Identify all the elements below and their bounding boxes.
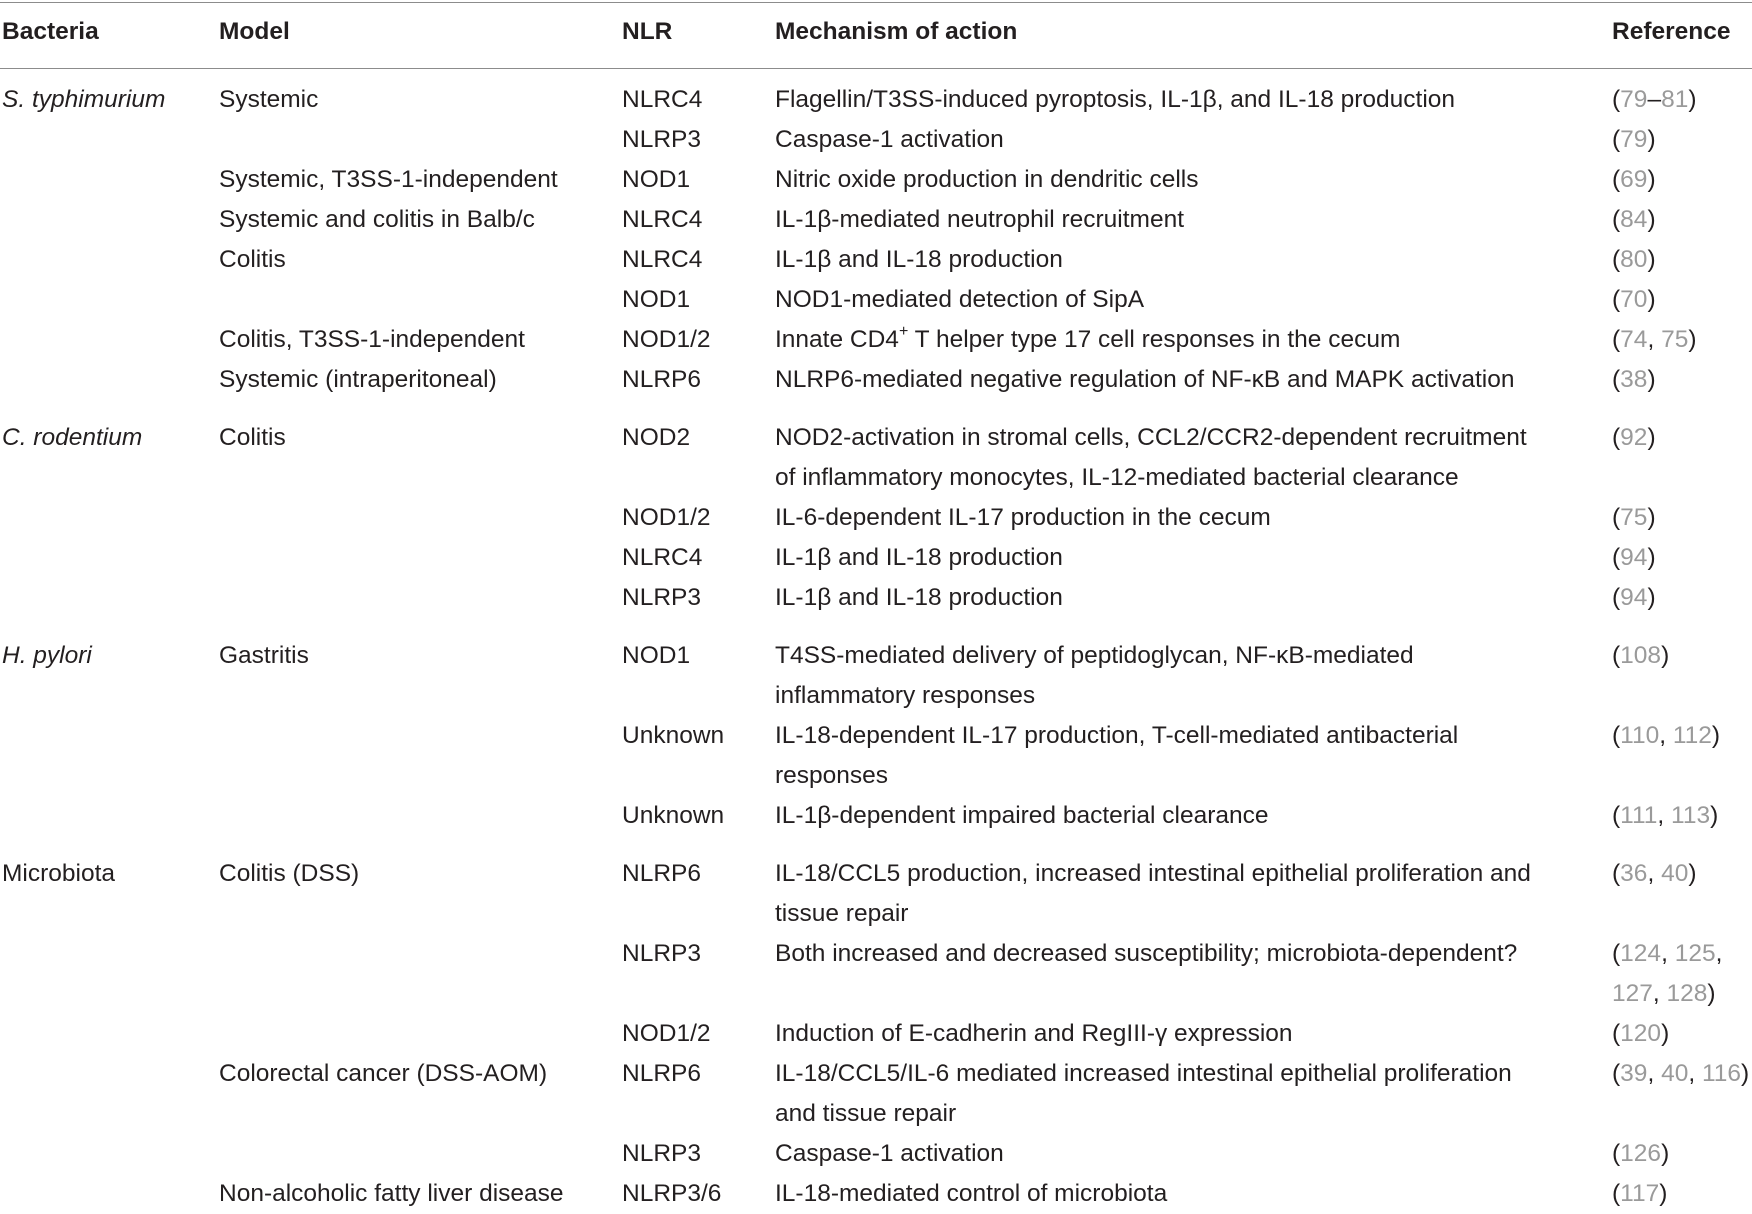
model-cell: Colorectal cancer (DSS-AOM) (219, 1060, 548, 1087)
table-row (0, 934, 1752, 1007)
model-cell: Colitis (219, 424, 286, 451)
reference-cell: (117) (1612, 1180, 1668, 1207)
mechanism-cell (775, 498, 1271, 538)
mechanism-cell (775, 120, 1004, 160)
model-cell: Systemic, T3SS-1-independent (219, 166, 558, 193)
nlr-cell: NLRP6 (622, 1060, 701, 1087)
bacteria-cell: H. pylori (2, 642, 92, 669)
model-cell: Non-alcoholic fatty liver disease (219, 1180, 564, 1207)
reference-number: 75 (1620, 504, 1648, 531)
reference-number: 36 (1620, 860, 1648, 887)
table-row (0, 538, 1752, 578)
mechanism-text-line2: tissue repair (775, 900, 909, 927)
mechanism-cell (775, 418, 1527, 458)
table-row (0, 1054, 1752, 1127)
table-row (0, 320, 1752, 360)
reference-cell: (94) (1612, 544, 1656, 571)
nlr-cell: NOD2 (622, 424, 691, 451)
reference-number: 120 (1620, 1020, 1662, 1047)
mechanism-cell (775, 636, 1414, 676)
mechanism-text: IL-6-dependent IL-17 production in the cecum (775, 504, 1271, 531)
table-row (0, 854, 1752, 927)
reference-number: 81 (1661, 86, 1689, 113)
nlr-cell: NLRP6 (622, 860, 701, 887)
mechanism-text: Both increased and decreased susceptibility; microbiota-dependent? (775, 940, 1518, 967)
reference-number: 111 (1620, 802, 1658, 829)
mechanism-text-line2: inflammatory responses (775, 682, 1036, 709)
nlr-cell: Unknown (622, 802, 725, 829)
mechanism-cell (775, 578, 1063, 618)
nlr-cell: NLRC4 (622, 86, 703, 113)
reference-number: 125 (1674, 940, 1716, 967)
nlr-cell: NLRC4 (622, 206, 703, 233)
mechanism-text: Caspase-1 activation (775, 1140, 1004, 1167)
reference-number: 75 (1661, 326, 1689, 353)
table-row (0, 160, 1752, 200)
table-row (0, 578, 1752, 618)
table-row (0, 418, 1752, 491)
reference-cell: (69) (1612, 166, 1656, 193)
table-row (0, 80, 1752, 120)
reference-cell: (75) (1612, 504, 1656, 531)
reference-cell: (94) (1612, 584, 1656, 611)
mechanism-cell (775, 160, 1199, 200)
header-bacteria: Bacteria (2, 18, 99, 45)
reference-number: 79 (1620, 126, 1648, 153)
nlr-cell: NLRP6 (622, 366, 701, 393)
reference-cell: (80) (1612, 246, 1656, 273)
reference-cell: (70) (1612, 286, 1656, 313)
mechanism-text: Innate CD4 (775, 326, 899, 353)
nlr-cell: NLRP3 (622, 940, 701, 967)
mechanism-cell (775, 320, 1400, 360)
reference-number: 92 (1620, 424, 1648, 451)
reference-cell: (39, 40, 116) (1612, 1060, 1750, 1087)
mechanism-text: IL-1β-mediated neutrophil recruitment (775, 206, 1185, 233)
reference-cell: (38) (1612, 366, 1656, 393)
table-row (0, 636, 1752, 709)
reference-number: 94 (1620, 584, 1648, 611)
table-row (0, 200, 1752, 240)
nlr-cell: NLRP3 (622, 1140, 701, 1167)
model-cell: Gastritis (219, 642, 309, 669)
reference-cell: (79–81) (1612, 86, 1697, 113)
mechanism-cell (775, 1014, 1293, 1054)
reference-number: 38 (1620, 366, 1648, 393)
header-reference: Reference (1612, 18, 1731, 45)
reference-number: 40 (1661, 1060, 1689, 1087)
reference-number: 39 (1620, 1060, 1648, 1087)
mechanism-text: IL-18/CCL5/IL-6 mediated increased intestinal epithelial proliferation (775, 1060, 1512, 1087)
reference-cell: (84) (1612, 206, 1656, 233)
mechanism-text: IL-1β and IL-18 production (775, 584, 1063, 611)
mechanism-text-line2: and tissue repair (775, 1100, 957, 1127)
table-row (0, 120, 1752, 160)
table-header-rule (0, 68, 1752, 69)
reference-number: 112 (1672, 722, 1712, 749)
reference-number: 79 (1620, 86, 1648, 113)
mechanism-superscript: + (898, 322, 909, 340)
mechanism-cell (775, 200, 1184, 240)
mechanism-text: Nitric oxide production in dendritic cells (775, 166, 1199, 193)
reference-number: 69 (1620, 166, 1648, 193)
nlr-cell: NOD1/2 (622, 326, 711, 353)
reference-cell: (108) (1612, 642, 1670, 669)
reference-number: 84 (1620, 206, 1648, 233)
mechanism-text-line2: responses (775, 762, 889, 789)
reference-cell: (79) (1612, 126, 1656, 153)
mechanism-cell (775, 934, 1517, 974)
header-model: Model (219, 18, 290, 45)
reference-number: 127 (1612, 980, 1653, 1007)
model-cell: Colitis (DSS) (219, 860, 360, 887)
reference-cell: (74, 75) (1612, 326, 1697, 353)
nlr-cell: NOD1 (622, 166, 691, 193)
mechanism-text: IL-1β and IL-18 production (775, 544, 1063, 571)
nlr-cell: NLRP3 (622, 126, 701, 153)
model-cell: Systemic (intraperitoneal) (219, 366, 497, 393)
model-cell: Systemic (219, 86, 319, 113)
mechanism-text-line2: of inflammatory monocytes, IL-12-mediated bacterial clearance (775, 464, 1459, 491)
mechanism-cell (775, 1134, 1004, 1174)
model-cell: Colitis, T3SS-1-independent (219, 326, 525, 353)
mechanism-cell (775, 80, 1455, 120)
mechanism-cell (775, 240, 1063, 280)
nlr-cell: NLRP3/6 (622, 1180, 722, 1207)
table-row (0, 360, 1752, 400)
reference-number: 113 (1671, 802, 1711, 829)
reference-number: 117 (1620, 1180, 1660, 1207)
mechanism-cell (775, 854, 1531, 894)
mechanism-text: NOD2-activation in stromal cells, CCL2/CCR2-dependent recruitment (775, 424, 1527, 451)
bacteria-cell: C. rodentium (2, 424, 143, 451)
mechanism-text-cont: T helper type 17 cell responses in the cecum (908, 326, 1401, 353)
mechanism-text: Caspase-1 activation (775, 126, 1004, 153)
nlr-cell: NOD1/2 (622, 1020, 711, 1047)
table-row (0, 716, 1752, 789)
mechanism-text: IL-1β-dependent impaired bacterial clearance (775, 802, 1269, 829)
reference-cell: (110, 112) (1612, 722, 1721, 749)
nlr-cell: Unknown (622, 722, 725, 749)
mechanism-text: IL-18-mediated control of microbiota (775, 1180, 1168, 1207)
reference-cell: (124, 125, (1612, 940, 1723, 967)
nlr-cell: NLRC4 (622, 544, 703, 571)
reference-cell: (111, 113) (1612, 802, 1719, 829)
mechanism-cell (775, 280, 1144, 320)
mechanism-text: NLRP6-mediated negative regulation of NF-κB and MAPK activation (775, 366, 1515, 393)
reference-number: 124 (1620, 940, 1662, 967)
table-row (0, 1134, 1752, 1174)
table-top-rule (0, 2, 1752, 3)
reference-number: 128 (1666, 980, 1708, 1007)
header-mechanism: Mechanism of action (775, 18, 1018, 45)
bacteria-cell: Microbiota (2, 860, 116, 887)
reference-cell: (126) (1612, 1140, 1670, 1167)
reference-number: 94 (1620, 544, 1648, 571)
mechanism-text: Induction of E-cadherin and RegIII-γ expression (775, 1020, 1293, 1047)
mechanism-cell (775, 1174, 1167, 1214)
mechanism-text: IL-1β and IL-18 production (775, 246, 1063, 273)
mechanism-text: Flagellin/T3SS-induced pyroptosis, IL-1β, and IL-18 production (775, 86, 1456, 113)
mechanism-cell (775, 796, 1269, 836)
header-nlr: NLR (622, 18, 673, 45)
mechanism-cell (775, 1054, 1512, 1094)
nlr-cell: NOD1 (622, 642, 691, 669)
reference-number: 108 (1620, 642, 1662, 669)
mechanism-text: IL-18/CCL5 production, increased intestinal epithelial proliferation and (775, 860, 1531, 887)
reference-cell: (120) (1612, 1020, 1670, 1047)
reference-number: 70 (1620, 286, 1648, 313)
reference-number: 116 (1701, 1060, 1742, 1087)
nlr-cell: NOD1/2 (622, 504, 711, 531)
table-row (0, 1174, 1752, 1214)
table-row (0, 280, 1752, 320)
reference-number: 126 (1620, 1140, 1662, 1167)
reference-cell: (36, 40) (1612, 860, 1697, 887)
mechanism-cell (775, 538, 1063, 578)
reference-number: 110 (1620, 722, 1660, 749)
nlr-cell: NLRP3 (622, 584, 701, 611)
reference-cell: (92) (1612, 424, 1656, 451)
table-header-row (0, 12, 1752, 52)
mechanism-cell (775, 716, 1458, 756)
reference-cell-line2: 127, 128) (1612, 980, 1716, 1007)
model-cell: Systemic and colitis in Balb/c (219, 206, 535, 233)
mechanism-text: IL-18-dependent IL-17 production, T-cell-mediated antibacterial (775, 722, 1459, 749)
mechanism-text: NOD1-mediated detection of SipA (775, 286, 1145, 313)
nlr-cell: NLRC4 (622, 246, 703, 273)
reference-number: 80 (1620, 246, 1648, 273)
bacteria-cell: S. typhimurium (2, 86, 166, 113)
reference-number: 74 (1620, 326, 1648, 353)
table-row (0, 796, 1752, 836)
mechanism-cell (775, 360, 1514, 400)
model-cell: Colitis (219, 246, 286, 273)
nlr-cell: NOD1 (622, 286, 691, 313)
table-row (0, 240, 1752, 280)
reference-number: 40 (1661, 860, 1689, 887)
mechanism-text: T4SS-mediated delivery of peptidoglycan, NF-κB-mediated (775, 642, 1414, 669)
table-row (0, 498, 1752, 538)
table-row (0, 1014, 1752, 1054)
